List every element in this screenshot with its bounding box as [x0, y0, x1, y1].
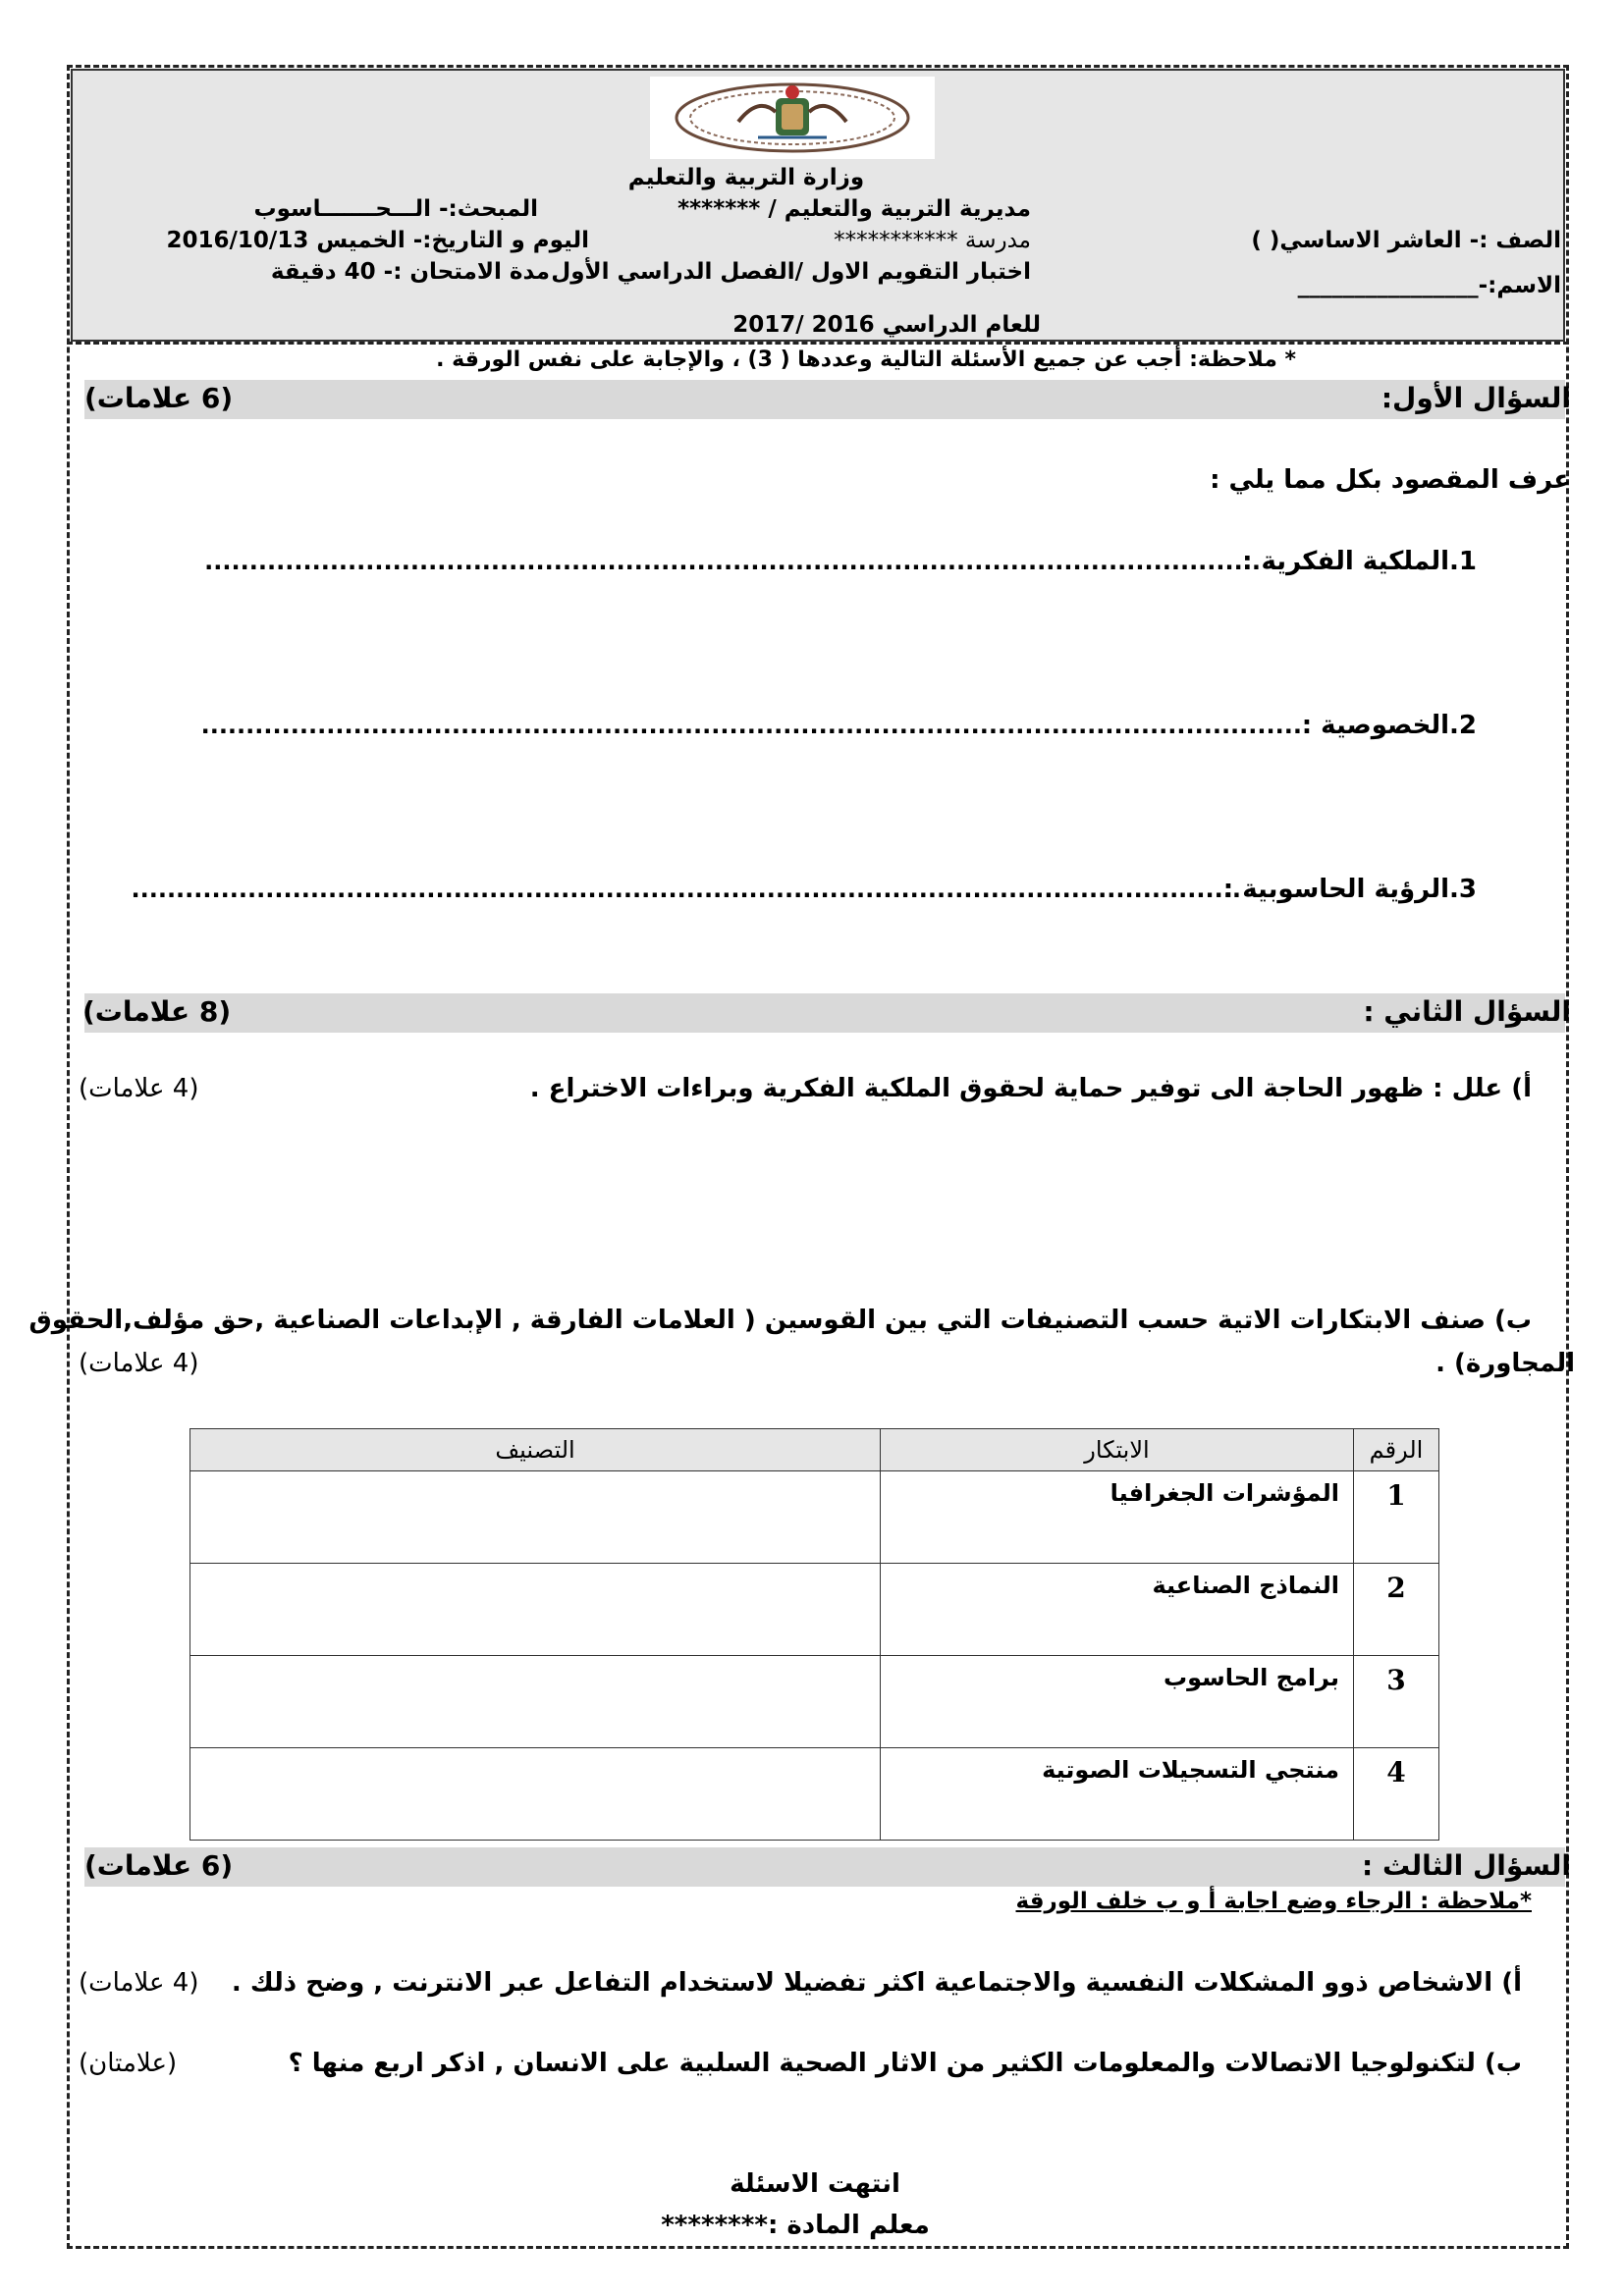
exam-duration: مدة الامتحان :- 40 دقيقة	[270, 259, 550, 285]
q3-part-a-text: أ) الاشخاص ذوو المشكلات النفسية والاجتماعية اكثر تفضيلا لاستخدام التفاعل عبر الانترنت , وضح ذلك .	[231, 1968, 1522, 1998]
academic-year: للعام الدراسي 2016 /2017	[732, 312, 1041, 338]
end-of-questions: انتهت الاسئلة	[730, 2169, 900, 2199]
row-number: 3	[1354, 1656, 1439, 1748]
table-row	[190, 1748, 1439, 1841]
q1-item-1-answer-line[interactable]: ......................................................................................................................	[204, 548, 1261, 575]
row-classification-answer[interactable]	[190, 1471, 881, 1564]
q1-item-2-answer-line[interactable]: ...........................................................................................................................	[200, 712, 1302, 739]
column-header-innovation: الابتكار	[881, 1429, 1354, 1471]
exam-title: اختبار التقويم الاول /الفصل الدراسي الأول	[551, 259, 1031, 285]
table-header-row	[190, 1429, 1439, 1471]
school-name: مدرسة ***********	[834, 228, 1031, 253]
table-row	[190, 1564, 1439, 1656]
q1-title: السؤال الأول:	[1380, 382, 1571, 414]
row-classification-answer[interactable]	[190, 1656, 881, 1748]
q1-item-2-label: 2.الخصوصية :	[1301, 711, 1477, 740]
q1-prompt: عرف المقصود بكل مما يلي :	[1210, 465, 1571, 495]
q3-part-a-marks: (4 علامات)	[79, 1968, 199, 1998]
q2-part-b-text-line2: المجاورة) .	[1435, 1349, 1575, 1378]
q3-note: *ملاحظة : الرجاء وضع اجابة أ و ب خلف الورقة	[1015, 1889, 1532, 1914]
q2-marks: (8 علامات)	[82, 995, 232, 1028]
q3-title: السؤال الثالث :	[1362, 1849, 1571, 1882]
q1-item-1-label: 1.الملكية الفكرية :	[1242, 547, 1477, 576]
teacher-signature: معلم المادة :********	[661, 2211, 930, 2240]
classification-table	[189, 1428, 1439, 1841]
row-number: 2	[1354, 1564, 1439, 1656]
column-header-number: الرقم	[1354, 1429, 1439, 1471]
directorate: مديرية التربية والتعليم / *******	[677, 196, 1031, 222]
q2-part-b-marks: (4 علامات)	[79, 1349, 199, 1378]
q2-part-b-text-line1: ب) صنف الابتكارات الاتية حسب التصنيفات التي بين القوسين ( العلامات الفارقة , الإبداعات الصناعية ,حق مؤلف,الحقوق	[28, 1306, 1532, 1335]
q3-part-b-marks: (علامتان)	[79, 2049, 178, 2078]
row-innovation: برامج الحاسوب	[881, 1656, 1354, 1748]
q2-part-a-marks: (4 علامات)	[79, 1074, 199, 1103]
row-innovation: المؤشرات الجغرافيا	[881, 1471, 1354, 1564]
table-row	[190, 1471, 1439, 1564]
header-separator	[67, 342, 1569, 345]
q1-marks: (6 علامات)	[84, 382, 234, 414]
subject: المبحث:- الـــحـــــــاسوب	[253, 196, 538, 222]
exam-date: اليوم و التاريخ:- الخميس 2016/10/13	[166, 228, 589, 253]
q1-item-3-answer-line[interactable]: ............................................................................................................................	[131, 876, 1241, 903]
q3-part-b-text: ب) لتكنولوجيا الاتصالات والمعلومات الكثير من الاثار الصحية السلبية على الانسان , اذكر اربع منها ؟	[288, 2049, 1522, 2078]
ministry-name: وزارة التربية والتعليم	[627, 165, 865, 190]
row-classification-answer[interactable]	[190, 1564, 881, 1656]
grade: الصف :- العاشر الاساسي( )	[1251, 228, 1561, 253]
q2-title: السؤال الثاني :	[1363, 995, 1571, 1028]
row-classification-answer[interactable]	[190, 1748, 881, 1841]
q2-part-a-text: أ) علل : ظهور الحاجة الى توفير حماية لحقوق الملكية الفكرية وبراءات الاختراع .	[529, 1074, 1532, 1103]
row-innovation: النماذج الصناعية	[881, 1564, 1354, 1656]
row-number: 4	[1354, 1748, 1439, 1841]
q3-marks: (6 علامات)	[84, 1849, 234, 1882]
q1-item-3-label: 3.الرؤية الحاسوبية :	[1222, 875, 1477, 904]
row-innovation: منتجي التسجيلات الصوتية	[881, 1748, 1354, 1841]
row-number: 1	[1354, 1471, 1439, 1564]
table-row	[190, 1656, 1439, 1748]
student-name-field[interactable]: الاسم:-________________	[1297, 273, 1561, 298]
general-note: * ملاحظة: أجب عن جميع الأسئلة التالية وعددها ( 3) ، والإجابة على نفس الورقة .	[436, 347, 1296, 372]
column-header-classification: التصنيف	[190, 1429, 881, 1471]
ministry-emblem-logo	[650, 77, 935, 159]
